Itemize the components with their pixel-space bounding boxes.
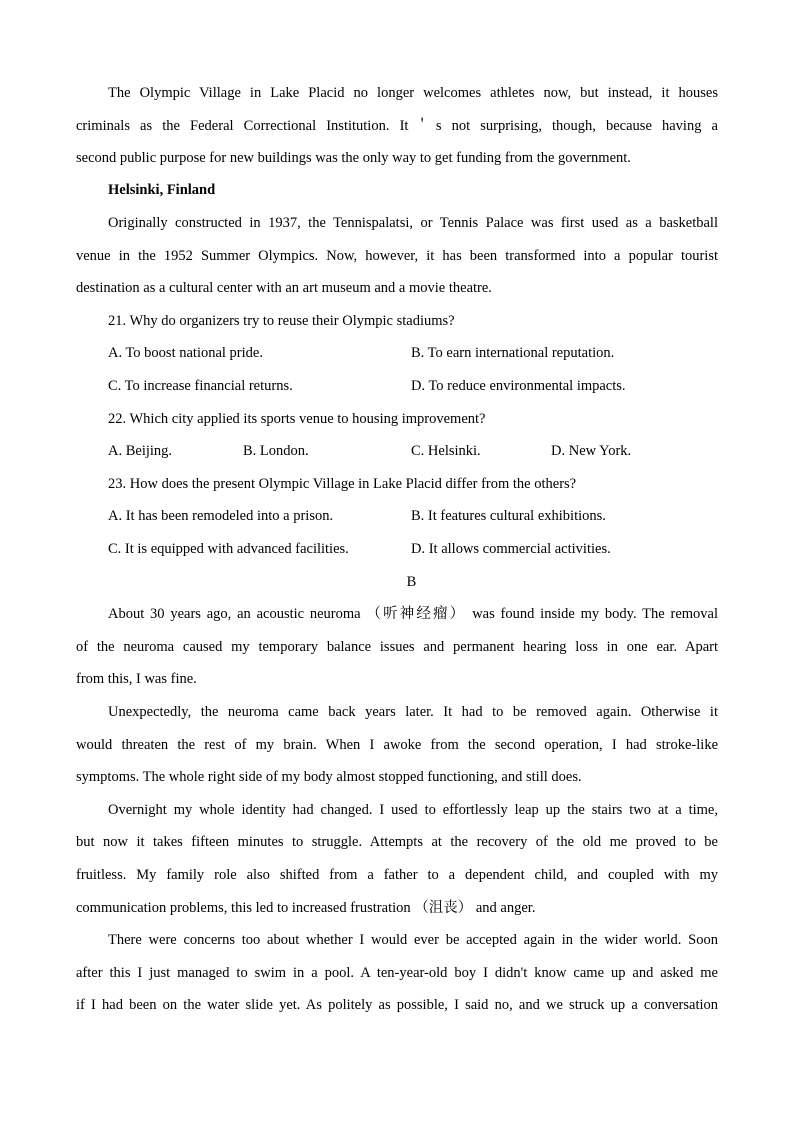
answer-option[interactable]: D. New York. <box>551 443 632 459</box>
question-stem: 21. Why do organizers try to reuse their Olympic stadiums? <box>108 313 455 329</box>
passage-line: Unexpectedly, the neuroma came back years later. It had to be removed again. Otherwise it <box>108 704 718 720</box>
passage-line: symptoms. The whole right side of my body almost stopped functioning, and still does. <box>76 769 582 785</box>
answer-option[interactable]: B. London. <box>243 443 309 459</box>
passage-line: second public purpose for new buildings was the only way to get funding from the government. <box>76 150 631 166</box>
answer-option[interactable]: A. To boost national pride. <box>108 345 263 361</box>
question-stem: 23. How does the present Olympic Village in Lake Placid differ from the others? <box>108 476 577 492</box>
passage-line: communication problems, this led to increased frustration （沮丧） and anger. <box>76 900 536 916</box>
passage-line: The Olympic Village in Lake Placid no longer welcomes athletes now, but instead, it houses <box>108 85 718 101</box>
passage-line: would threaten the rest of my brain. When I awoke from the second operation, I had stroke-like <box>76 737 718 753</box>
passage-line: There were concerns too about whether I would ever be accepted again in the wider world. Soon <box>108 932 718 948</box>
passage-line: venue in the 1952 Summer Olympics. Now, however, it has been transformed into a popular tourist <box>76 248 718 264</box>
section-label: B <box>406 574 417 590</box>
answer-option[interactable]: B. To earn international reputation. <box>411 345 615 361</box>
passage-line: but now it takes fifteen minutes to struggle. Attempts at the recovery of the old me proved to be <box>76 834 718 850</box>
answer-option[interactable]: C. Helsinki. <box>411 443 481 459</box>
answer-option[interactable]: C. It is equipped with advanced facilities. <box>108 541 349 557</box>
passage-line: Originally constructed in 1937, the Tennispalatsi, or Tennis Palace was first used as a basketball <box>108 215 718 231</box>
passage-line: Overnight my whole identity had changed. I used to effortlessly leap up the stairs two at a time, <box>108 802 718 818</box>
section-heading: Helsinki, Finland <box>108 182 216 198</box>
question-stem: 22. Which city applied its sports venue to housing improvement? <box>108 411 486 427</box>
passage-line: fruitless. My family role also shifted from a father to a dependent child, and coupled with my <box>76 867 718 883</box>
answer-option[interactable]: A. It has been remodeled into a prison. <box>108 508 334 524</box>
passage-line: of the neuroma caused my temporary balance issues and permanent hearing loss in one ear. Apart <box>76 639 718 655</box>
answer-option[interactable]: B. It features cultural exhibitions. <box>411 508 606 524</box>
answer-option[interactable]: C. To increase financial returns. <box>108 378 293 394</box>
answer-option[interactable]: D. To reduce environmental impacts. <box>411 378 626 394</box>
answer-option[interactable]: D. It allows commercial activities. <box>411 541 611 557</box>
passage-line: after this I just managed to swim in a pool. A ten-year-old boy I didn't know came up and asked me <box>76 965 718 981</box>
passage-line: from this, I was fine. <box>76 671 197 687</box>
passage-line: criminals as the Federal Correctional Institution. It＇s not surprising, though, because having a <box>76 118 718 134</box>
passage-line: if I had been on the water slide yet. As politely as possible, I said no, and we struck up a conversation <box>76 997 718 1013</box>
passage-line: destination as a cultural center with an art museum and a movie theatre. <box>76 280 492 296</box>
passage-line: About 30 years ago, an acoustic neuroma （听神经瘤） was found inside my body. The removal <box>108 606 718 622</box>
answer-option[interactable]: A. Beijing. <box>108 443 173 459</box>
